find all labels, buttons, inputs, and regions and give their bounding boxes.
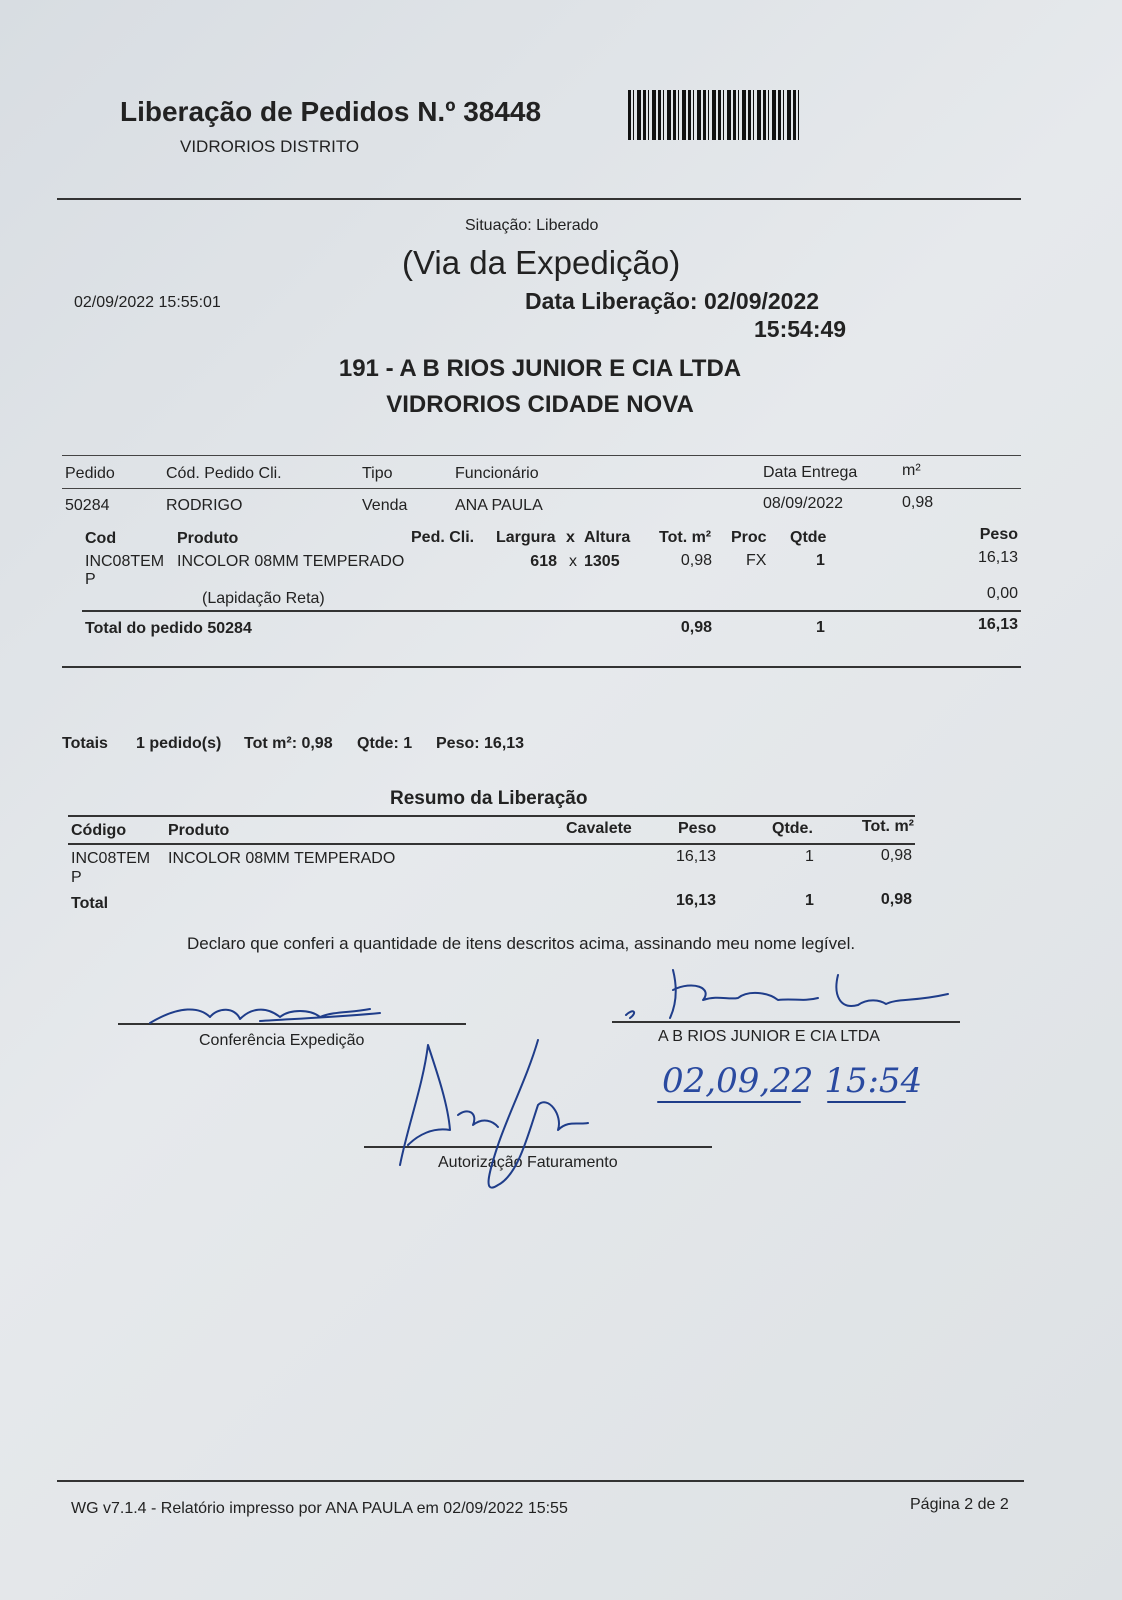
col-header-tipo: Tipo <box>362 465 393 482</box>
item-header-x: x <box>566 529 575 546</box>
order-total-m2: 0,98 <box>680 619 712 636</box>
item-header-cod: Cod <box>85 530 117 547</box>
item-peso: 16,13 <box>977 549 1018 566</box>
print-datetime: 02/09/2022 15:55:01 <box>74 294 221 311</box>
resumo-total-tot-m2: 0,98 <box>880 891 912 908</box>
declaration-text: Declaro que conferi a quantidade de itens descritos acima, assinando meu nome legível. <box>187 934 856 953</box>
col-header-cod-pedido-cli: Cód. Pedido Cli. <box>166 465 282 482</box>
item-qtde: 1 <box>816 552 825 569</box>
resumo-title: Resumo da Liberação <box>390 788 588 809</box>
data-liberacao-time: 15:54:49 <box>754 316 847 342</box>
order-pedido: 50284 <box>65 497 110 514</box>
order-total-qtde: 1 <box>816 619 825 636</box>
order-tipo: Venda <box>362 497 408 514</box>
divider <box>82 610 1021 612</box>
item-tot-m2: 0,98 <box>680 552 712 569</box>
item-header-peso: Peso <box>979 526 1018 543</box>
divider <box>57 198 1021 200</box>
resumo-header-codigo: Código <box>71 822 127 839</box>
divider <box>57 1480 1024 1482</box>
item-header-proc: Proc <box>731 529 767 546</box>
divider <box>62 666 1021 668</box>
col-header-funcionario: Funcionário <box>455 465 539 482</box>
autorizacao-label: Autorização Faturamento <box>438 1154 618 1171</box>
order-total-peso: 16,13 <box>977 616 1018 633</box>
situacao-text: Situação: Liberado <box>465 217 599 234</box>
item-proc: FX <box>746 552 767 569</box>
col-header-pedido: Pedido <box>65 465 115 482</box>
handwritten-date-image <box>650 1050 960 1110</box>
handwritten-date-text: 02,09,22 15:54 <box>662 1061 923 1101</box>
data-liberacao: Data Liberação: 02/09/2022 <box>525 288 820 314</box>
resumo-qtde: 1 <box>805 848 814 865</box>
resumo-header-qtde: Qtde. <box>772 820 813 837</box>
resumo-header-produto: Produto <box>168 822 230 839</box>
divider <box>62 455 1021 456</box>
via-text: (Via da Expedição) <box>402 244 681 281</box>
resumo-total-peso: 16,13 <box>676 892 717 909</box>
order-m2: 0,98 <box>902 494 934 511</box>
resumo-produto: INCOLOR 08MM TEMPERADO <box>168 850 396 867</box>
item-altura: 1305 <box>584 553 620 570</box>
divider <box>62 488 1021 489</box>
item-header-produto: Produto <box>177 530 239 547</box>
order-total-label: Total do pedido 50284 <box>85 620 252 637</box>
empresa-label: A B RIOS JUNIOR E CIA LTDA <box>658 1028 880 1045</box>
footer-page: Página 2 de 2 <box>910 1496 1009 1513</box>
order-funcionario: ANA PAULA <box>455 497 543 514</box>
resumo-total-label: Total <box>71 895 109 912</box>
item-extra-peso: 0,00 <box>986 585 1018 602</box>
item-cod-line2: P <box>85 571 96 588</box>
barcode-image <box>628 90 800 140</box>
resumo-total-qtde: 1 <box>805 892 814 909</box>
totais-pedidos: 1 pedido(s) <box>136 735 222 752</box>
resumo-header-cavalete: Cavalete <box>566 820 632 837</box>
signature-conferencia-image <box>140 995 400 1030</box>
signature-autorizacao-image <box>388 1035 608 1195</box>
divider <box>68 843 915 845</box>
resumo-codigo-line2: P <box>71 869 82 886</box>
document-subtitle: VIDRORIOS DISTRITO <box>180 137 360 156</box>
col-header-data-entrega: Data Entrega <box>763 464 858 481</box>
item-x: x <box>569 553 577 570</box>
resumo-header-peso: Peso <box>678 820 717 837</box>
item-extra-label: (Lapidação Reta) <box>202 590 325 607</box>
item-largura: 618 <box>530 553 557 570</box>
item-cod-line1: INC08TEM <box>85 553 165 570</box>
order-data-entrega: 08/09/2022 <box>763 495 844 512</box>
conferencia-label: Conferência Expedição <box>199 1032 365 1049</box>
item-header-qtde: Qtde <box>790 529 827 546</box>
divider <box>68 815 915 817</box>
item-header-ped-cli: Ped. Cli. <box>411 529 475 546</box>
signature-empresa-image <box>618 960 968 1025</box>
item-header-altura: Altura <box>584 529 631 546</box>
order-cod-pedido-cli: RODRIGO <box>166 497 243 514</box>
item-header-largura: Largura <box>496 529 556 546</box>
totais-peso: Peso: 16,13 <box>436 735 525 752</box>
col-header-m2: m² <box>902 462 921 479</box>
resumo-codigo-line1: INC08TEM <box>71 850 151 867</box>
footer-printed-by: WG v7.1.4 - Relatório impresso por ANA PAULA em 02/09/2022 15:55 <box>71 1500 568 1517</box>
resumo-peso: 16,13 <box>676 848 717 865</box>
client-store: VIDRORIOS CIDADE NOVA <box>386 391 694 418</box>
client-name: 191 - A B RIOS JUNIOR E CIA LTDA <box>338 355 742 382</box>
item-produto: INCOLOR 08MM TEMPERADO <box>177 553 405 570</box>
item-header-tot-m2: Tot. m² <box>659 529 712 546</box>
resumo-header-tot-m2: Tot. m² <box>861 818 914 835</box>
resumo-tot-m2: 0,98 <box>880 847 912 864</box>
totais-label: Totais <box>62 735 108 752</box>
document-title: Liberação de Pedidos N.º 38448 <box>120 96 542 127</box>
totais-qtde: Qtde: 1 <box>357 735 413 752</box>
totais-m2: Tot m²: 0,98 <box>244 735 333 752</box>
